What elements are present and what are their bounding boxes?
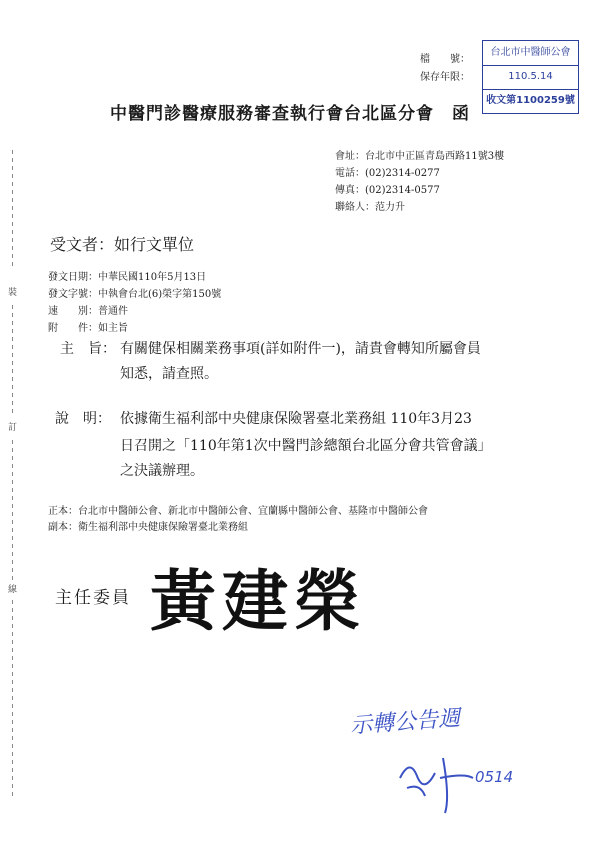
contact-address: 會址：台北市中正區青島西路11號3樓 <box>335 151 505 162</box>
issue-date: 發文日期：中華民國110年5月13日 <box>48 272 207 283</box>
distribution-copy: 副本：衛生福利部中央健康保險署臺北業務組 <box>48 522 248 533</box>
stamp-org: 台北市中醫師公會 <box>483 41 578 66</box>
receipt-stamp <box>482 40 579 114</box>
recipient: 受文者：如行文單位 <box>50 235 195 254</box>
binding-line-top <box>12 150 13 270</box>
document-title: 中醫門診醫療服務審查執行會台北區分會 函 <box>110 104 470 124</box>
distribution-main: 正本：台北市中醫師公會、新北市中醫師公會、宜蘭縣中醫師公會、基隆市中醫師公會 <box>48 506 428 517</box>
explanation-label: 說 明： <box>55 411 111 427</box>
subject-line-1: 有關健保相關業務事項(詳如附件一)，請貴會轉知所屬會員 <box>120 341 481 357</box>
stamp-receipt-number: 收文第1100259號 <box>486 95 575 106</box>
subject-label: 主 旨： <box>60 341 116 357</box>
signatory-title: 主任委員 <box>55 588 131 608</box>
handwritten-note: 示轉公告週 <box>349 706 461 739</box>
explanation-line-2: 日召開之「110年第1次中醫門診總額台北區分會共管會議」 <box>120 438 492 454</box>
binding-line-mid <box>12 305 13 415</box>
issue-number: 發文字號：中執會台北(6)榮字第150號 <box>48 289 222 300</box>
binding-line-bottom <box>12 600 13 800</box>
handwritten-date: 0514 <box>475 768 514 786</box>
contact-phone: 電話：(02)2314-0277 <box>335 168 440 179</box>
attachment-note: 附 件：如主旨 <box>48 323 128 334</box>
margin-mark-stitch: 訂 <box>8 423 18 433</box>
binding-line-lower <box>12 440 13 580</box>
explanation-line-3: 之決議辦理。 <box>120 463 204 479</box>
contact-person: 聯絡人：范力升 <box>335 202 405 213</box>
explanation-line-1: 依據衛生福利部中央健康保險署臺北業務組 110年3月23 <box>120 411 472 427</box>
margin-mark-line: 線 <box>8 585 18 595</box>
retention-period-label: 保存年限： <box>420 72 470 83</box>
signatory-name-seal: 黃建榮 <box>150 562 366 640</box>
delivery-speed: 速 別：普通件 <box>48 306 128 317</box>
contact-fax: 傳真：(02)2314-0577 <box>335 185 440 196</box>
stamp-date: 110.5.14 <box>483 65 578 90</box>
archive-number-label: 檔 號： <box>420 54 470 65</box>
margin-mark-bind: 裝 <box>8 288 18 298</box>
subject-line-2: 知悉，請查照。 <box>120 366 218 382</box>
